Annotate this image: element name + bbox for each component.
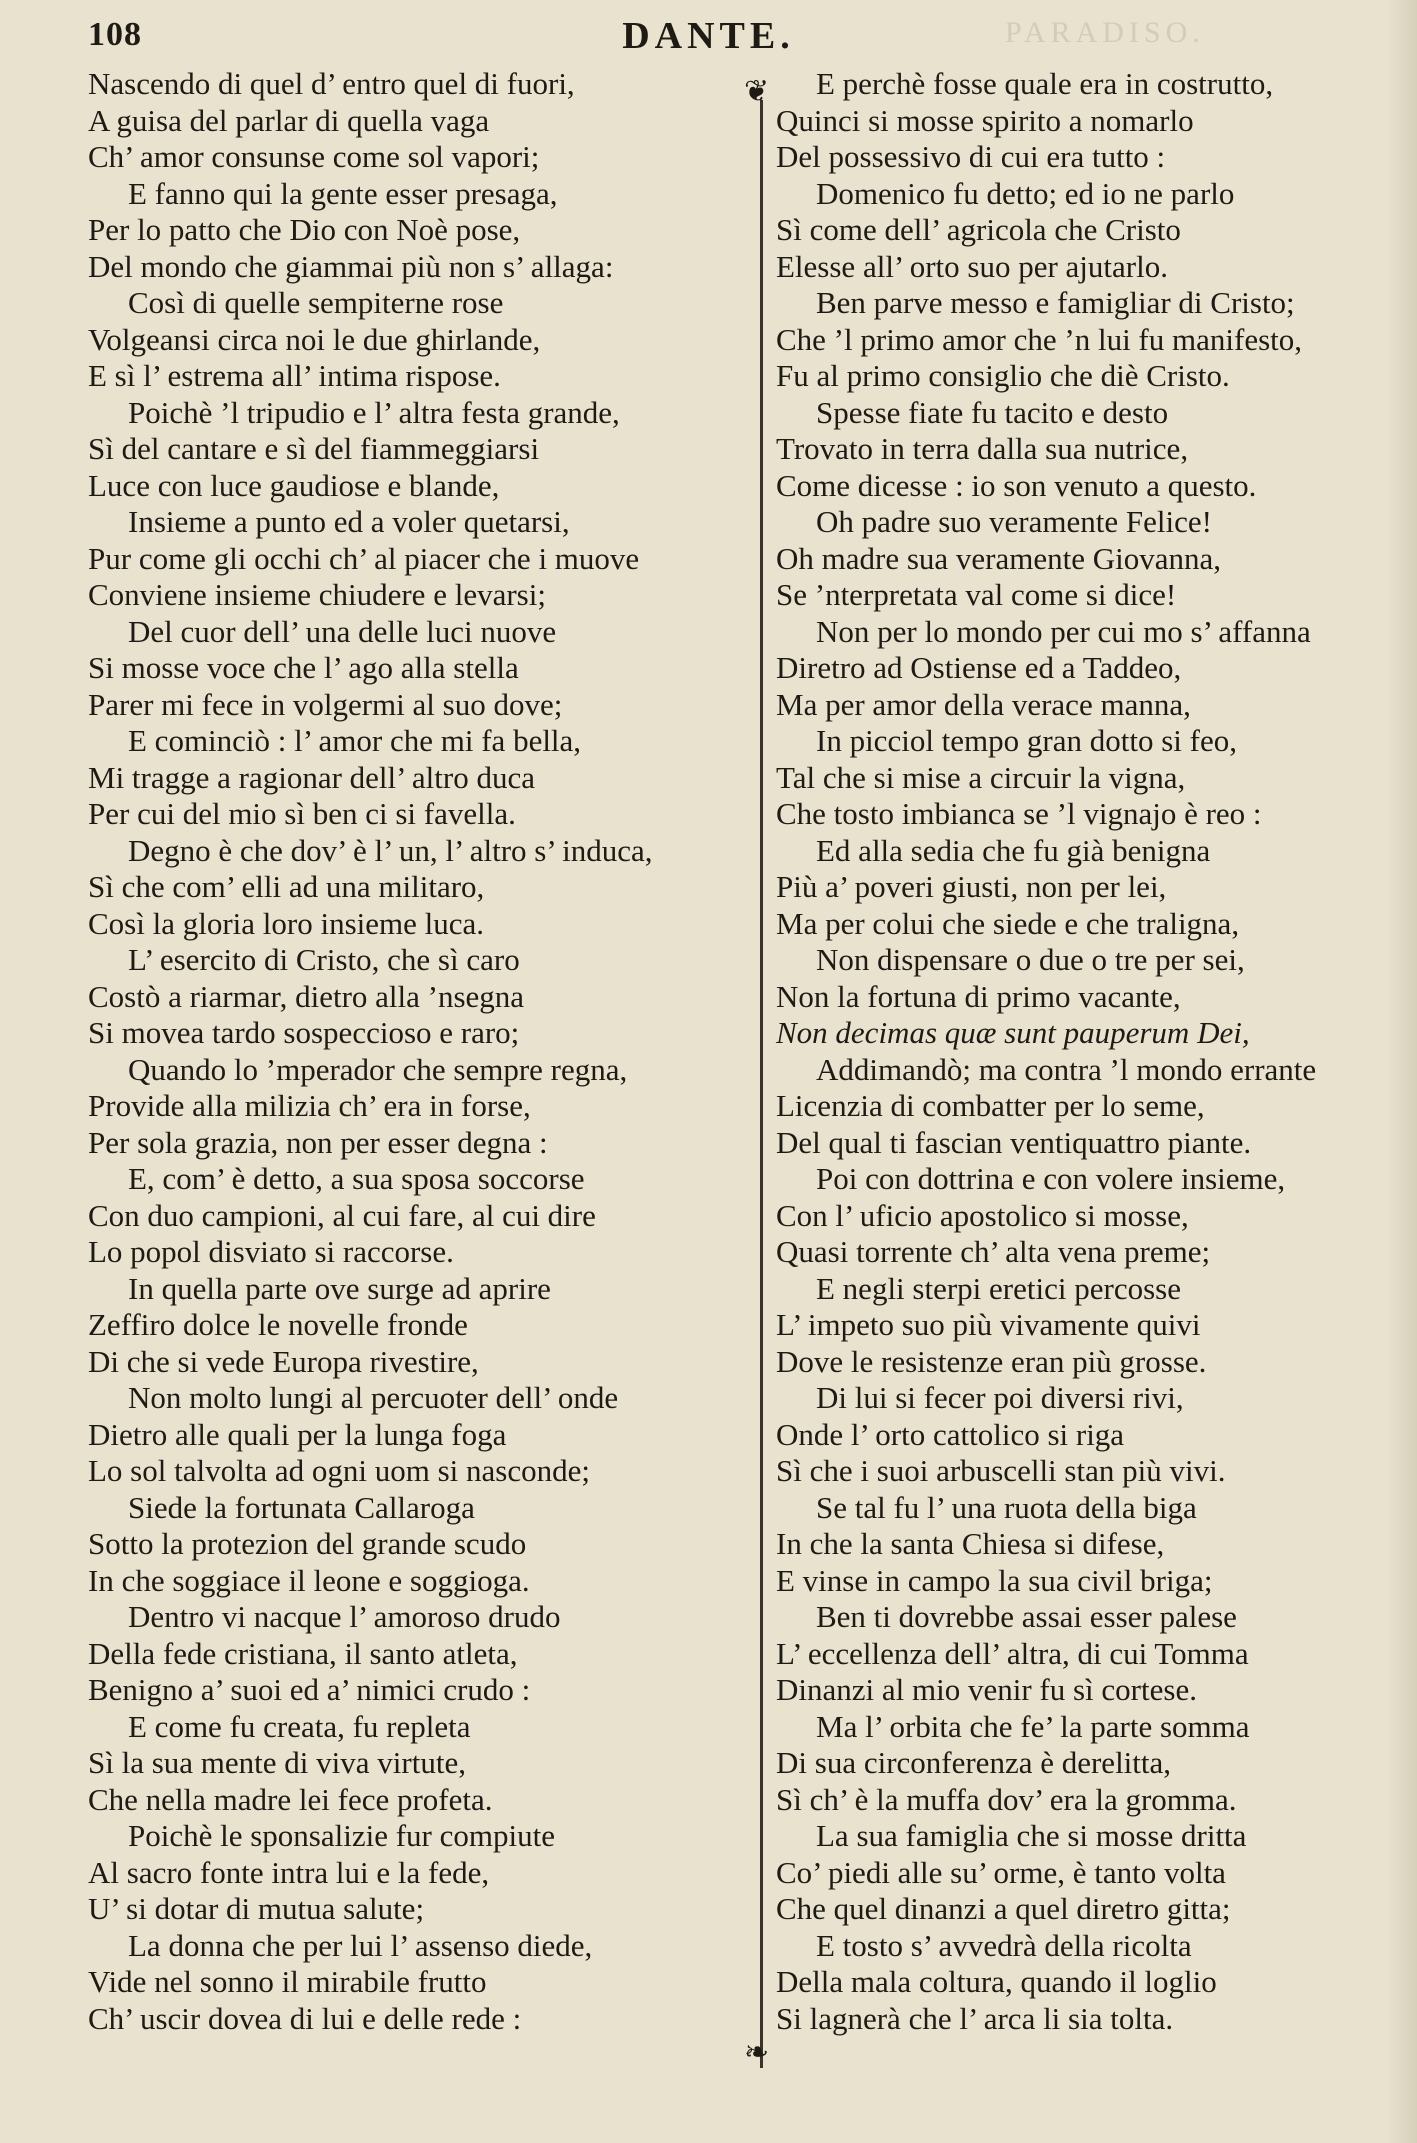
verse-line: Quinci si mosse spirito a nomarlo [776,102,1194,138]
verse-line: Domenico fu detto; ed io ne parlo [816,175,1235,211]
verse-line: E vinse in campo la sua civil briga; [776,1562,1213,1598]
verse-line: Poichè ’l tripudio e l’ altra festa grande, [128,394,620,430]
verse-line: L’ eccellenza dell’ altra, di cui Tomma [776,1635,1249,1671]
verse-line: Del cuor dell’ una delle luci nuove [128,613,557,649]
verse-line: Con duo campioni, al cui fare, al cui dire [88,1197,596,1233]
verse-line: Che nella madre lei fece profeta. [88,1781,493,1817]
verse-line: Per lo patto che Dio con Noè pose, [88,212,521,247]
verse-line: Sì ch’ è la muffa dov’ era la gromma. [776,1781,1237,1817]
verse-line: Lo sol talvolta ad ogni uom si nasconde; [88,1453,590,1488]
verse-line: Insieme a punto ed a voler quetarsi, [128,504,570,539]
verse-line: E tosto s’ avvedrà della ricolta [816,1927,1192,1963]
verse-line: E perchè fosse quale era in costrutto, [816,66,1274,101]
verse-line: Volgeansi circa noi le due ghirlande, [88,321,541,357]
verse-line: U’ si dotar di mutua salute; [88,1891,425,1926]
verse-line: Ma per amor della verace manna, [776,686,1191,722]
verse-line: Ben parve messo e famigliar di Cristo; [816,285,1295,320]
fleuron-ornament-icon: ❧ [744,2036,770,2069]
verse-line: Non decimas quæ sunt pauperum Dei, [776,1015,1250,1050]
verse-line: Non dispensare o due o tre per sei, [816,942,1245,977]
verse-line: Dinanzi al mio venir fu sì cortese. [776,1672,1197,1707]
verse-line: Più a’ poveri giusti, non per lei, [776,869,1167,904]
verse-line: E negli sterpi eretici percosse [816,1270,1181,1306]
verse-line: Vide nel sonno il mirabile frutto [88,1964,487,1999]
verse-line: Del qual ti fascian ventiquattro piante. [776,1124,1252,1160]
verse-line: Diretro ad Ostiense ed a Taddeo, [776,650,1182,685]
verse-line: Onde l’ orto cattolico si riga [776,1416,1125,1452]
verse-line: Spesse fiate fu tacito e desto [816,394,1169,430]
verse-line: Sì che com’ elli ad una militaro, [88,869,485,904]
verse-line: Nascendo di quel d’ entro quel di fuori, [88,66,575,101]
verse-line: E come fu creata, fu repleta [128,1708,471,1744]
verse-line: Fu al primo consiglio che diè Cristo. [776,358,1230,393]
verse-line: Quando lo ’mperador che sempre regna, [128,1051,628,1087]
verse-line: L’ impeto suo più vivamente quivi [776,1307,1201,1342]
verse-line: Tal che si mise a circuir la vigna, [776,759,1186,795]
verse-line: Di che si vede Europa rivestire, [88,1343,479,1379]
verse-line: Sì la sua mente di viva virtute, [88,1745,466,1780]
verse-line: Ch’ uscir dovea di lui e delle rede : [88,2000,522,2036]
verse-line: Mi tragge a ragionar dell’ altro duca [88,759,536,795]
verse-line: Benigno a’ suoi ed a’ nimici crudo : [88,1672,531,1707]
verse-line: Della fede cristiana, il santo atleta, [88,1635,518,1671]
verse-line: Si mosse voce che l’ ago alla stella [88,650,519,685]
page-number: 108 [88,16,142,53]
verse-line: E, com’ è detto, a sua sposa soccorse [128,1161,585,1196]
verse-line: Che tosto imbianca se ’l vignajo è reo : [776,796,1262,831]
right-column [776,66,1406,2037]
verse-line: Provide alla milizia ch’ era in forse, [88,1088,531,1123]
verse-line: Con l’ uficio apostolico si mosse, [776,1197,1189,1233]
verse-line: Oh madre sua veramente Giovanna, [776,540,1222,576]
left-column [88,66,748,2037]
verse-line: Del possessivo di cui era tutto : [776,139,1166,174]
running-head: DANTE. [622,15,795,57]
verse-line: Costò a riarmar, dietro alla ’nsegna [88,978,525,1014]
verse-line: Sotto la protezion del grande scudo [88,1526,527,1561]
verse-line: Di lui si fecer poi diversi rivi, [816,1380,1184,1415]
verse-line: A guisa del parlar di quella vaga [88,102,490,138]
fleuron-ornament-icon: ❦ [744,75,770,108]
verse-line: Per cui del mio sì ben ci si favella. [88,796,516,831]
verse-line: Non per lo mondo per cui mo s’ affanna [816,613,1311,649]
verse-line: Sì come dell’ agricola che Cristo [776,212,1181,247]
verse-line: Per sola grazia, non per esser degna : [88,1124,548,1160]
verse-line: Se ’nterpretata val come si dice! [776,577,1177,612]
verse-line: Poi con dottrina e con volere insieme, [816,1161,1286,1196]
verse-line: Zeffiro dolce le novelle fronde [88,1307,468,1342]
verse-line: In picciol tempo gran dotto si feo, [816,723,1237,758]
verse-line: Se tal fu l’ una ruota della biga [816,1489,1197,1525]
verse-line: Pur come gli occhi ch’ al piacer che i muove [88,540,640,576]
verse-line: Poichè le sponsalizie fur compiute [128,1818,555,1853]
verse-line: Come dicesse : io son venuto a questo. [776,467,1257,503]
verse-line: Parer mi fece in volgermi al suo dove; [88,686,563,722]
verse-line: Si movea tardo sospeccioso e raro; [88,1015,520,1050]
verse-line: Non molto lungi al percuoter dell’ onde [128,1380,619,1415]
verse-line: Ma l’ orbita che fe’ la parte somma [816,1708,1250,1744]
verse-line: Sì del cantare e sì del fiammeggiarsi [88,431,540,466]
verse-line: Dentro vi nacque l’ amoroso drudo [128,1599,561,1634]
verse-line: Trovato in terra dalla sua nutrice, [776,431,1189,466]
show-through-text: PARADISO. [1005,16,1205,49]
verse-line: Non la fortuna di primo vacante, [776,978,1181,1014]
verse-line: Dove le resistenze eran più grosse. [776,1343,1207,1379]
verse-line: Ma per colui che siede e che traligna, [776,905,1240,941]
verse-line: Ben ti dovrebbe assai esser palese [816,1599,1237,1634]
verse-line: Siede la fortunata Callaroga [128,1489,475,1525]
verse-line: Quasi torrente ch’ alta vena preme; [776,1234,1211,1269]
verse-line: Della mala coltura, quando il loglio [776,1964,1217,1999]
verse-line: In quella parte ove surge ad aprire [128,1270,551,1306]
verse-line: Elesse all’ orto suo per ajutarlo. [776,248,1168,284]
verse-line: Di sua circonferenza è derelitta, [776,1745,1172,1780]
verse-line: E sì l’ estrema all’ intima rispose. [88,358,501,393]
verse-line: Oh padre suo veramente Felice! [816,504,1212,539]
verse-line: Così di quelle sempiterne rose [128,285,504,320]
column-rule [760,100,763,2068]
verse-line: Che quel dinanzi a quel diretro gitta; [776,1891,1231,1926]
verse-line: E fanno qui la gente esser presaga, [128,175,558,211]
verse-line: E cominciò : l’ amor che mi fa bella, [128,723,582,758]
verse-line: Al sacro fonte intra lui e la fede, [88,1854,490,1890]
verse-line: Licenzia di combatter per lo seme, [776,1088,1205,1123]
verse-line: Degno è che dov’ è l’ un, l’ altro s’ induca, [128,832,653,868]
verse-line: Sì che i suoi arbuscelli stan più vivi. [776,1453,1226,1488]
verse-line: Co’ piedi alle su’ orme, è tanto volta [776,1854,1226,1890]
verse-line: Luce con luce gaudiose e blande, [88,467,500,503]
verse-line: Del mondo che giammai più non s’ allaga: [88,248,614,284]
verse-line: Ed alla sedia che fu già benigna [816,832,1211,868]
verse-line: Dietro alle quali per la lunga foga [88,1416,507,1452]
verse-line: Conviene insieme chiudere e levarsi; [88,577,546,612]
verse-line: Ch’ amor consunse come sol vapori; [88,139,540,174]
verse-line: Addimandò; ma contra ’l mondo errante [816,1051,1317,1087]
verse-line: L’ esercito di Cristo, che sì caro [128,942,520,977]
verse-line: La sua famiglia che si mosse dritta [816,1818,1247,1853]
verse-line: Che ’l primo amor che ’n lui fu manifesto, [776,321,1303,357]
verse-line: Si lagnerà che l’ arca li sia tolta. [776,2000,1174,2036]
verse-line: Così la gloria loro insieme luca. [88,905,485,941]
verse-line: In che la santa Chiesa si difese, [776,1526,1165,1561]
verse-line: In che soggiace il leone e soggioga. [88,1562,530,1598]
verse-line: Lo popol disviato si raccorse. [88,1234,454,1269]
verse-line: La donna che per lui l’ assenso diede, [128,1927,593,1963]
